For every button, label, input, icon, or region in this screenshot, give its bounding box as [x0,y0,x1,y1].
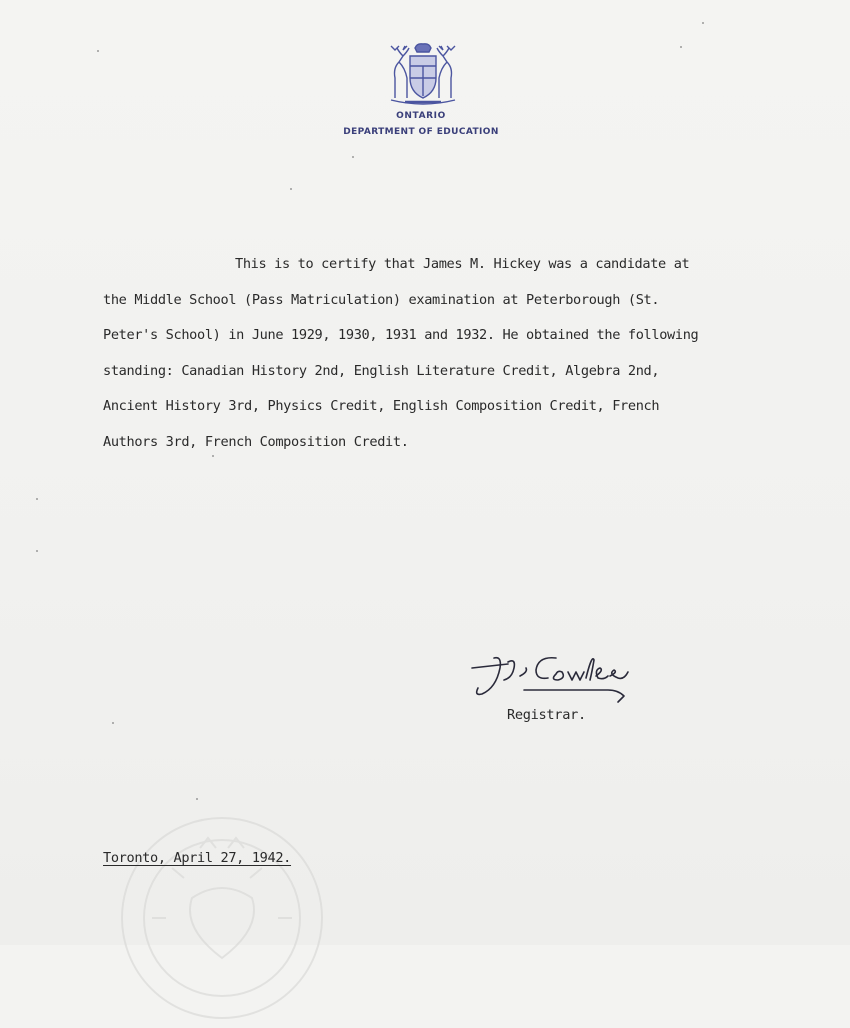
embossed-seal-icon [112,808,332,1028]
registrar-title: Registrar. [507,707,586,723]
certificate-line: Ancient History 3rd, Physics Credit, English Composition Credit, French [103,398,660,414]
paper-speck [290,188,292,190]
certificate-line: Authors 3rd, French Composition Credit. [103,433,409,450]
certificate-line: Peter's School) in June 1929, 1930, 1931 and 1932. He obtained the following [103,327,699,343]
paper-speck [97,50,99,52]
certificate-body [103,247,793,460]
letterhead-province: ONTARIO [396,111,446,121]
date-location: Toronto, April 27, 1942. [103,850,292,866]
letterhead-department: DEPARTMENT OF EDUCATION [343,127,499,137]
ontario-coat-of-arms-icon [383,38,463,110]
paper-speck [680,46,682,48]
paper-speck [352,156,354,158]
paper-speck [36,498,38,500]
paper-speck [212,455,214,457]
registrar-signature [468,648,668,710]
paper-speck [36,550,38,552]
certificate-line: standing: Canadian History 2nd, English Literature Credit, Algebra 2nd, [103,362,660,379]
paper-speck [702,22,704,24]
paper-speck [112,722,114,724]
paper-speck [196,798,198,800]
certificate-line: This is to certify that James M. Hickey was a candidate at [235,256,690,272]
certificate-line: the Middle School (Pass Matriculation) examination at Peterborough (St. [103,291,660,308]
